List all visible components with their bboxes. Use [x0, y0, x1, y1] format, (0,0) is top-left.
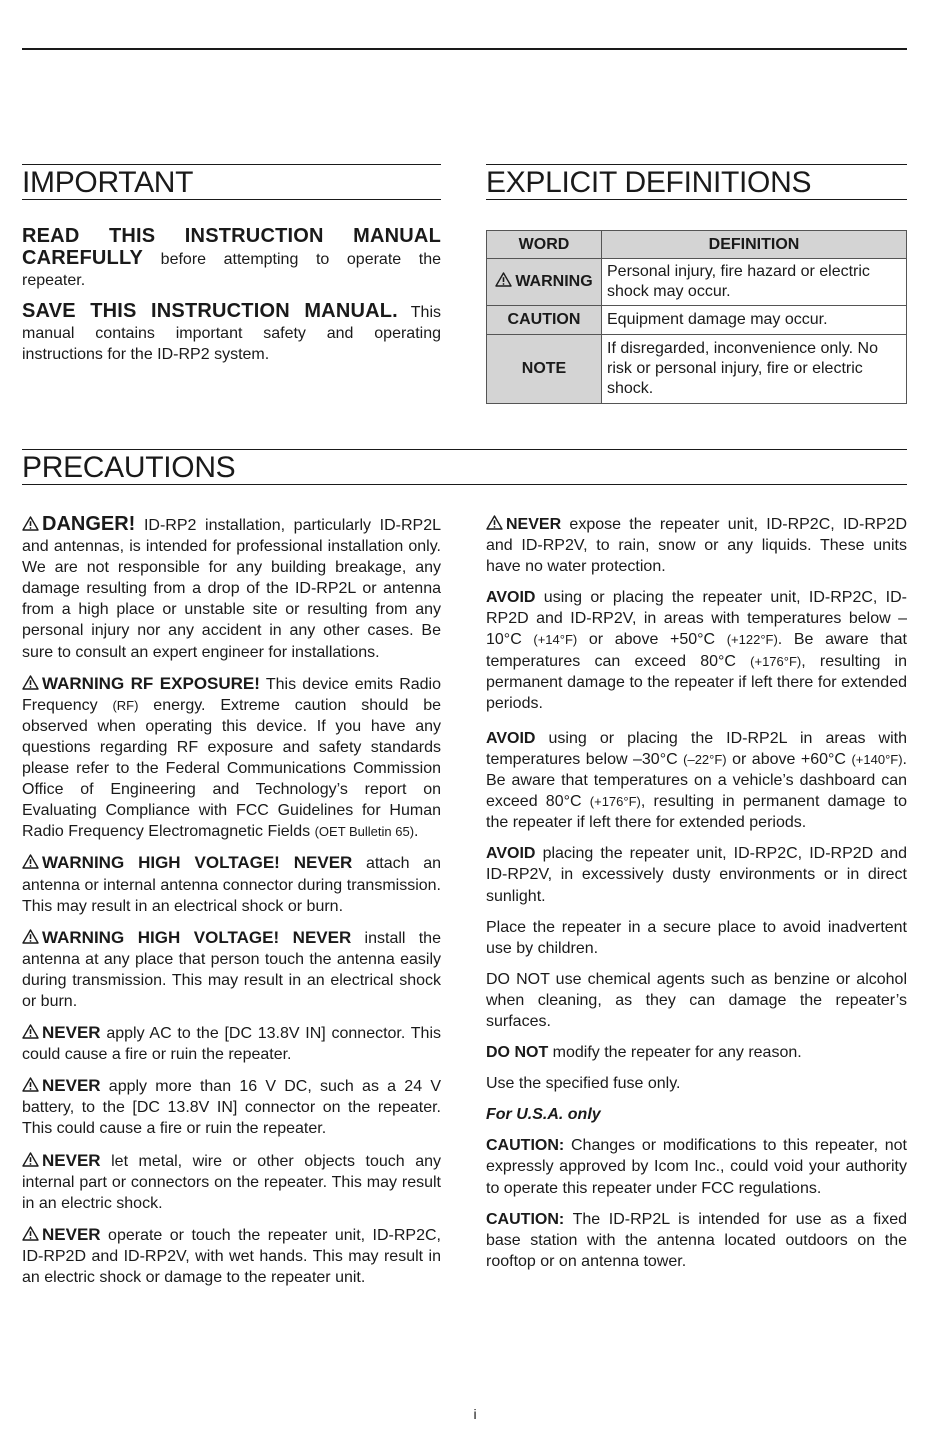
temp-f: (+14°F) — [533, 632, 578, 648]
danger-lead: DANGER! — [42, 513, 136, 535]
read-manual-text: before attempting to operate the repeater. — [22, 251, 441, 290]
read-manual-lead: READ THIS INSTRUCTION MANUAL CAREFULLY — [22, 225, 441, 270]
definitions-heading: EXPLICIT DEFINITIONS — [486, 164, 907, 200]
precaution-rf-exposure — [22, 673, 441, 843]
definition-cell: If disregarded, inconvenience only. No risk or personal injury, fire or electric shock. — [602, 335, 907, 404]
page-number: i — [473, 1406, 477, 1422]
precaution-never-16v — [22, 1075, 441, 1139]
rf-text-a: This device emits Radio Frequency — [22, 675, 441, 714]
temp-f: (+176°F) — [589, 794, 641, 810]
precaution-avoid-dust — [486, 843, 907, 906]
precaution-high-voltage-1 — [22, 852, 441, 916]
avoid-text: placing the repeater unit, ID-RP2C, ID-RP2D and ID-RP2V, in excessively dusty environments or in direct sunlight. — [486, 845, 907, 905]
definition-column-header: DEFINITION — [602, 231, 907, 259]
do-not-text: modify the repeater for any reason. — [548, 1044, 802, 1062]
definition-cell: Equipment damage may occur. — [602, 306, 907, 335]
precaution-never-metal — [22, 1150, 441, 1214]
caution-lead: CAUTION: — [486, 1210, 565, 1228]
usa-only-heading: For U.S.A. only — [486, 1106, 601, 1124]
never-lead: NEVER — [42, 1023, 101, 1043]
rf-text-c: . — [414, 823, 419, 841]
warning-triangle-icon — [22, 675, 39, 690]
danger-text: ID-RP2 installation, particularly ID-RP2L and antennas, is intended for professional installation only. We are not responsible for any building breakage, any damage resulting from a drop of the ID-RP2L or antenna from a high place or unstable site or resulting from any personal injury nor any accident in any other cases. Be sure to consult an expert engineer for installations. — [22, 517, 441, 661]
precaution-danger — [22, 514, 441, 663]
save-manual-text: This manual contains important safety and operating instructions for the ID-RP2 system. — [22, 304, 442, 364]
avoid-text: using or placing the ID-RP2L in areas with temperatures below –30°C — [486, 729, 907, 768]
warning-triangle-icon — [22, 1226, 39, 1241]
temp-f: (–22°F) — [683, 751, 727, 767]
temp-f: (+140°F) — [851, 751, 903, 767]
never-lead: NEVER — [506, 516, 562, 533]
precaution-never-wet-hands — [22, 1224, 441, 1288]
avoid-lead: AVOID — [486, 845, 536, 863]
avoid-text: using or placing the repeater unit, ID-RP2C, ID-RP2D and ID-RP2V, in areas with temperatures below –10°C — [486, 589, 907, 649]
never-lead: NEVER — [42, 1150, 101, 1170]
word-cell-warning — [487, 259, 602, 306]
warning-triangle-icon — [22, 516, 39, 531]
avoid-text: . Be aware that temperatures can exceed 80°C — [486, 631, 907, 670]
caution-fixed-base — [486, 1209, 907, 1272]
precaution-fuse: Use the specified fuse only. — [486, 1075, 681, 1093]
oet-bulletin: (OET Bulletin 65) — [314, 824, 415, 840]
high-voltage-text: attach an antenna or internal antenna connector during transmission. This may result in an electrical shock or burn. — [22, 855, 441, 915]
important-paragraph-1 — [22, 226, 441, 291]
definitions-table — [486, 230, 907, 404]
never-lead: NEVER — [42, 1224, 101, 1244]
word-cell-note: NOTE — [487, 335, 602, 404]
word-column-header: WORD — [487, 231, 602, 259]
precautions-heading: PRECAUTIONS — [22, 449, 907, 485]
precaution-secure-place: Place the repeater in a secure place to avoid inadvertent use by children. — [486, 918, 907, 957]
warning-triangle-icon — [22, 1024, 39, 1039]
avoid-text: or above +50°C — [577, 631, 727, 649]
avoid-text: , resulting in permanent damage to the repeater if left there for extended periods. — [486, 652, 907, 712]
top-rule — [22, 48, 907, 50]
high-voltage-lead: WARNING HIGH VOLTAGE! NEVER — [42, 927, 352, 947]
definitions-header-row — [487, 231, 907, 259]
precaution-chemicals: DO NOT use chemical agents such as benzine or alcohol when cleaning, as they can damage the repeater’s surfaces. — [486, 970, 907, 1030]
word-cell-caution: CAUTION — [487, 306, 602, 335]
temp-f: (+176°F) — [750, 653, 802, 669]
avoid-text: , resulting in permanent damage to the repeater if left there for extended periods. — [486, 793, 907, 832]
never-text: apply more than 16 V DC, such as a 24 V battery, to the [DC 13.8V IN] connector on the repeater. This could cause a fire or ruin the repeater. — [22, 1078, 441, 1138]
rf-abbrev: (RF) — [112, 697, 139, 713]
rf-text-b: energy. Extreme caution should be observed when operating this device. If you have any questions regarding RF exposure and safety standards please refer to the Federal Communications Commission Office of Engineering and Technology’s report on Evaluating Compliance with FCC Guidelines for Human Radio Frequency Electromagnetic Fields — [22, 696, 441, 841]
avoid-text: . Be aware that temperatures on a vehicle’s dashboard can exceed 80°C — [486, 750, 907, 811]
never-lead: NEVER — [42, 1076, 101, 1096]
never-text: apply AC to the [DC 13.8V IN] connector. This could cause a fire or ruin the repeater. — [22, 1025, 441, 1064]
table-row — [487, 306, 907, 335]
high-voltage-lead: WARNING HIGH VOLTAGE! NEVER — [42, 853, 353, 873]
precautions-right-column — [486, 514, 907, 1282]
precaution-do-not-modify — [486, 1042, 907, 1063]
precaution-high-voltage-2 — [22, 927, 441, 1012]
never-text: let metal, wire or other objects touch any internal part or connectors on the repeater. This may result in an electric shock. — [22, 1152, 441, 1212]
precaution-never-ac — [22, 1022, 441, 1065]
caution-modifications — [486, 1135, 907, 1198]
warning-triangle-icon — [22, 1152, 39, 1167]
definition-cell: Personal injury, fire hazard or electric shock may occur. — [602, 259, 907, 306]
important-section — [22, 226, 441, 376]
warning-triangle-icon — [486, 515, 503, 530]
word-text: WARNING — [515, 273, 593, 290]
precautions-left-column — [22, 514, 441, 1298]
rf-exposure-lead: WARNING RF EXPOSURE! — [42, 673, 260, 693]
table-row — [487, 259, 907, 306]
precaution-avoid-temp-rp2l — [486, 728, 907, 833]
temp-f: (+122°F) — [726, 632, 778, 648]
avoid-text: or above +60°C — [726, 750, 852, 768]
save-manual-lead: SAVE THIS INSTRUCTION MANUAL. — [22, 300, 398, 323]
warning-triangle-icon — [22, 1077, 39, 1092]
avoid-lead: AVOID — [486, 729, 536, 747]
warning-triangle-icon — [495, 272, 512, 287]
do-not-lead: DO NOT — [486, 1044, 549, 1062]
warning-triangle-icon — [22, 929, 39, 944]
precaution-avoid-temp-units — [486, 587, 907, 714]
important-heading: IMPORTANT — [22, 164, 441, 200]
caution-text: Changes or modifications to this repeater, not expressly approved by Icom Inc., could void your authority to operate this repeater under FCC regulations. — [486, 1137, 907, 1197]
high-voltage-text: install the antenna at any place that person touch the antenna easily during transmission. This may result in an electrical shock or burn. — [22, 929, 441, 1010]
important-paragraph-2 — [22, 301, 441, 365]
precaution-never-rain — [486, 514, 907, 577]
never-text: expose the repeater unit, ID-RP2C, ID-RP2D and ID-RP2V, to rain, snow or any liquids. These units have no water protection. — [486, 516, 907, 576]
warning-triangle-icon — [22, 854, 39, 869]
caution-text: The ID-RP2L is intended for use as a fixed base station with the antenna located outdoors on the rooftop or on antenna tower. — [486, 1210, 907, 1270]
never-text: operate or touch the repeater unit, ID-RP2C, ID-RP2D and ID-RP2V, with wet hands. This may result in an electric shock or damage to the repeater unit. — [22, 1226, 441, 1286]
table-row — [487, 335, 907, 404]
avoid-lead: AVOID — [486, 589, 536, 607]
caution-lead: CAUTION: — [486, 1137, 565, 1155]
